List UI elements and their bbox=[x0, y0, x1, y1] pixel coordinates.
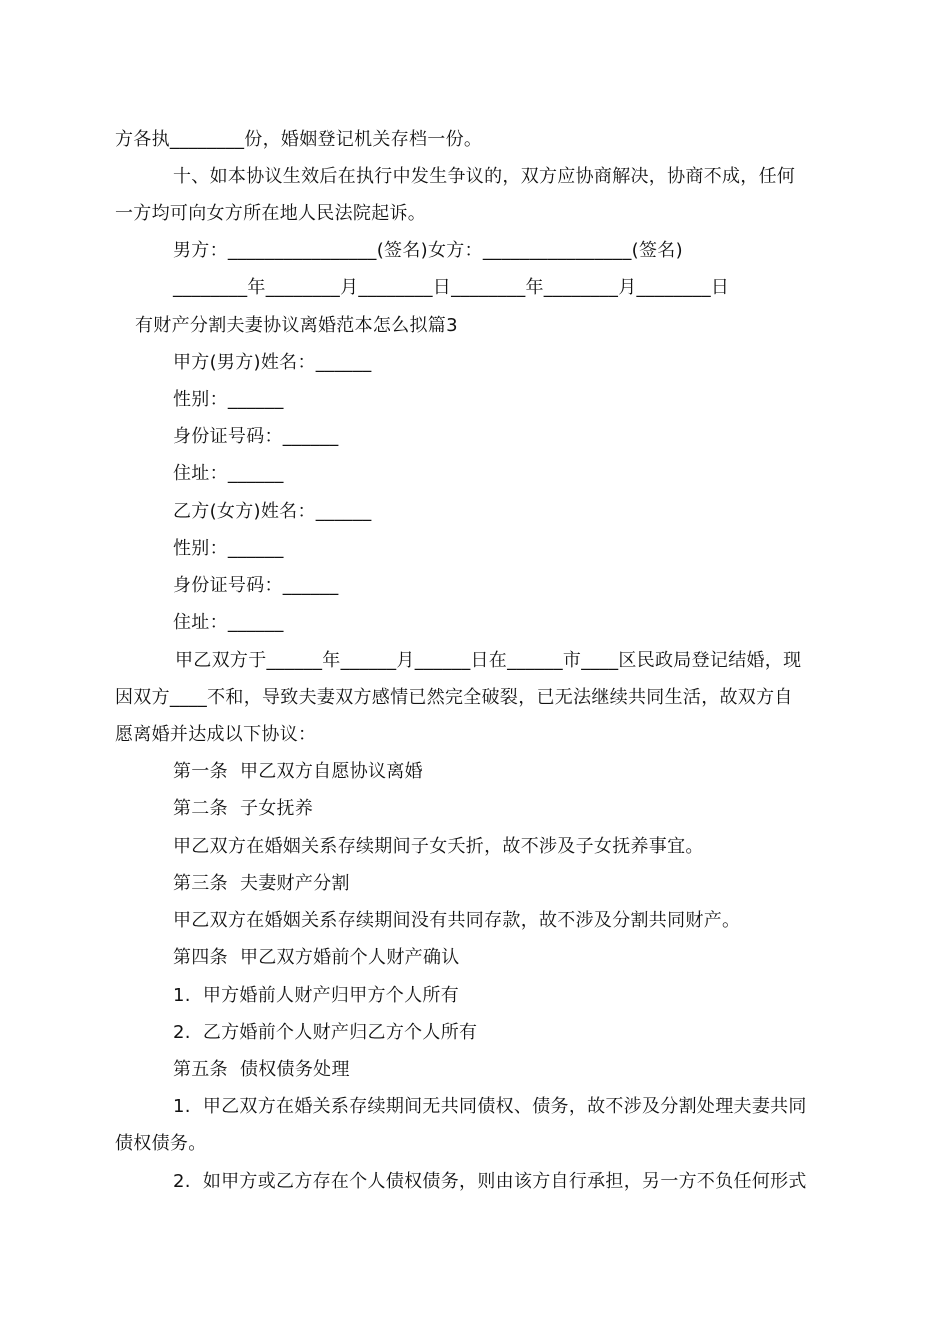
text-line: 甲乙双方于______年______月______日在______市____区民政局登记结婚，现 bbox=[175, 650, 802, 671]
text-line: 男方：________________(签名)女方：________________(签名) bbox=[173, 240, 683, 261]
text-line: 方各执________份，婚姻登记机关存档一份。 bbox=[115, 129, 483, 150]
text-line: 愿离婚并达成以下协议： bbox=[115, 724, 317, 745]
article-heading: 第四条 甲乙双方婚前个人财产确认 bbox=[173, 947, 460, 968]
article-heading: 第五条 债权债务处理 bbox=[173, 1059, 350, 1080]
text-line: ________年________月________日________年________月________日 bbox=[173, 277, 730, 298]
text-line: 身份证号码：______ bbox=[173, 426, 339, 447]
text-line: 身份证号码：______ bbox=[173, 575, 339, 596]
article-heading: 第一条 甲乙双方自愿协议离婚 bbox=[173, 761, 423, 782]
text-line: 甲方(男方)姓名：______ bbox=[173, 352, 372, 373]
text-line: 甲乙双方在婚姻关系存续期间没有共同存款，故不涉及分割共同财产。 bbox=[173, 910, 741, 931]
text-line: 住址：______ bbox=[173, 612, 284, 633]
text-line: 十、如本协议生效后在执行中发生争议的，双方应协商解决，协商不成，任何 bbox=[173, 166, 796, 187]
text-line: 甲乙双方在婚姻关系存续期间子女夭折，故不涉及子女抚养事宜。 bbox=[173, 836, 704, 857]
text-line: 一方均可向女方所在地人民法院起诉。 bbox=[115, 203, 427, 224]
text-line: 性别：______ bbox=[173, 389, 284, 410]
article-heading: 第二条 子女抚养 bbox=[173, 798, 314, 819]
list-item: 2. 如甲方或乙方存在个人债权债务，则由该方自行承担，另一方不负任何形式 bbox=[173, 1171, 807, 1192]
list-item: 2. 乙方婚前个人财产归乙方个人所有 bbox=[173, 1022, 478, 1043]
text-line: 因双方____不和，导致夫妻双方感情已然完全破裂，已无法继续共同生活，故双方自 bbox=[115, 687, 793, 708]
text-line: 性别：______ bbox=[173, 538, 284, 559]
list-item: 1. 甲方婚前人财产归甲方个人所有 bbox=[173, 985, 460, 1006]
text-line: 住址：______ bbox=[173, 463, 284, 484]
article-heading: 第三条 夫妻财产分割 bbox=[173, 873, 350, 894]
text-line: 乙方(女方)姓名：______ bbox=[173, 501, 372, 522]
text-line: 债权债务。 bbox=[115, 1133, 207, 1154]
section-heading: 有财产分割夫妻协议离婚范本怎么拟篇3 bbox=[135, 315, 458, 336]
list-item: 1. 甲乙双方在婚关系存续期间无共同债权、债务，故不涉及分割处理夫妻共同 bbox=[173, 1096, 807, 1117]
